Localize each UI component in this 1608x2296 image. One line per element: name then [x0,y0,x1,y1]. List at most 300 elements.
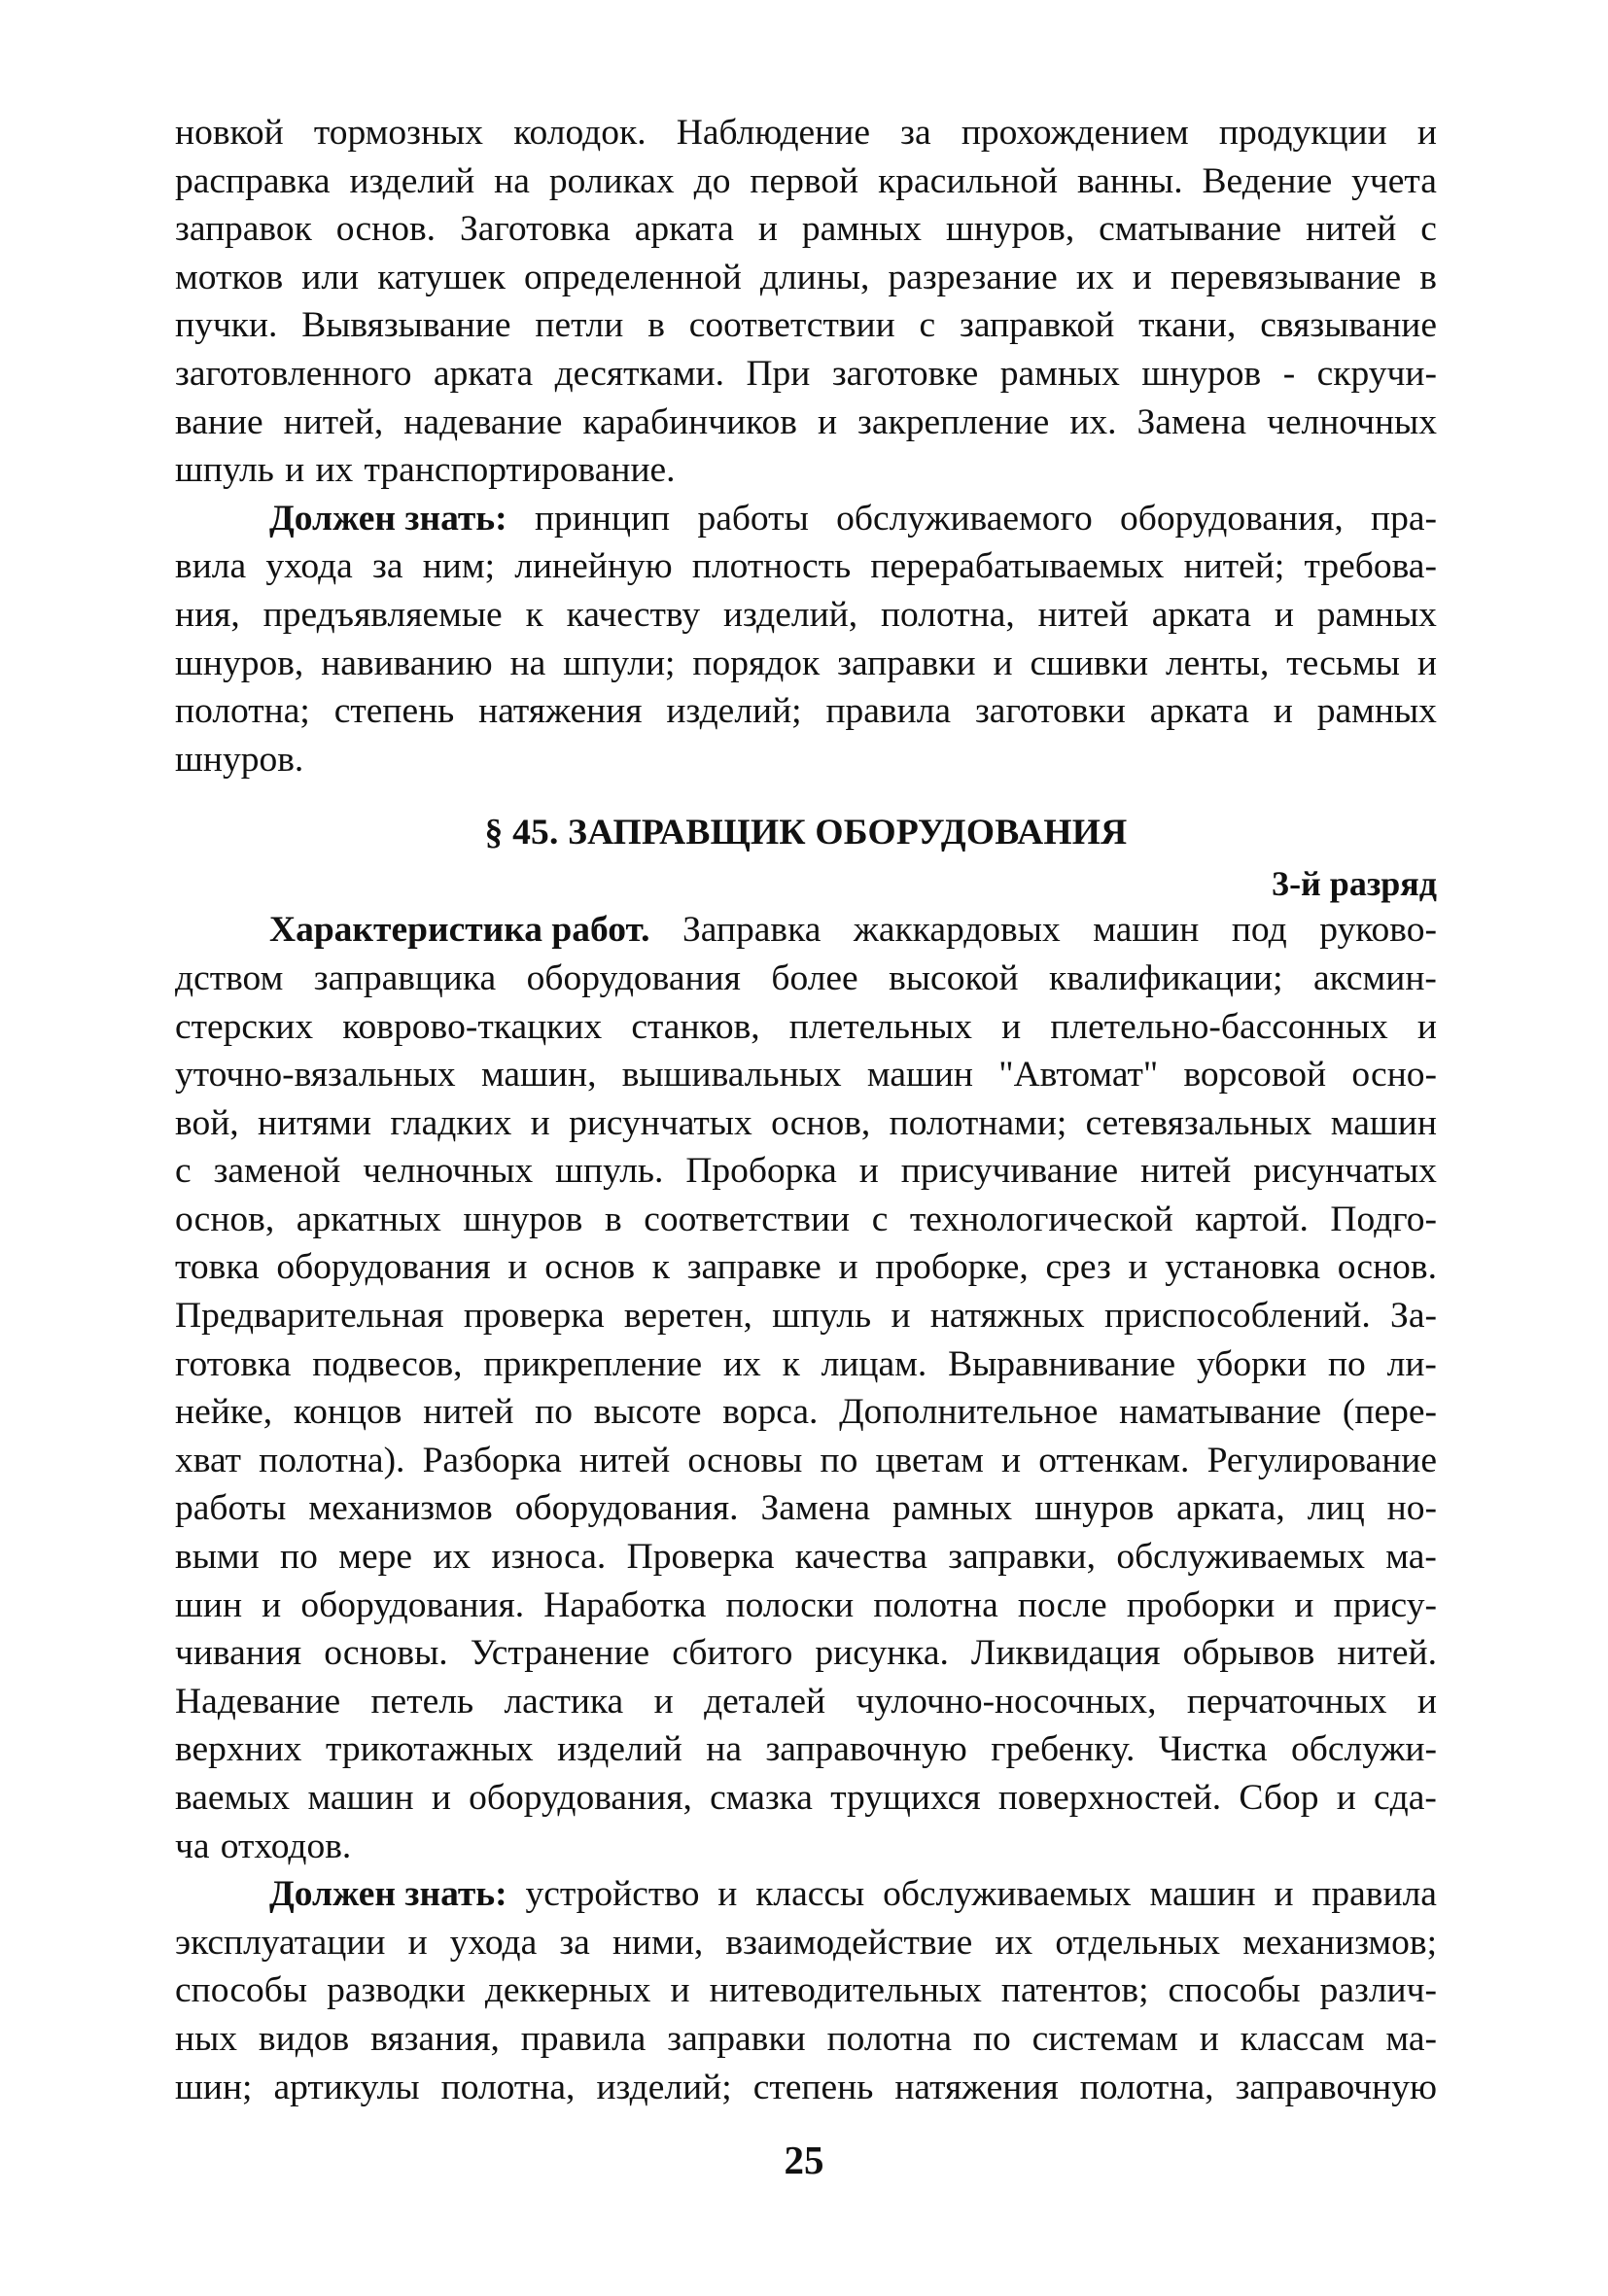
word: новкой [175,113,284,153]
word: полотна; [175,691,310,732]
word: и [1416,643,1437,683]
word: разрезание [888,257,1058,297]
word: с [871,1199,889,1239]
word: гребенку. [991,1729,1136,1770]
word: шин [175,1584,243,1625]
word: надевание [403,401,563,442]
text-line [175,955,1437,1003]
word: взаимодействие [725,1922,973,1963]
word: вязания, [370,2018,500,2059]
word: и [757,209,778,250]
word: ванны. [1077,160,1183,201]
text-line [175,1678,1437,1726]
word: оборудования, [1120,498,1344,539]
word: ваемых [175,1778,291,1818]
word: их [433,1537,472,1578]
word: их [1075,257,1114,297]
text-line [175,1292,1437,1340]
word: хват [175,1440,242,1480]
word: технологической [909,1199,1173,1239]
word: ленты, [1165,643,1270,683]
word: и [530,1102,550,1143]
word: и [1416,1681,1437,1722]
word: перерабатываемых [870,546,1165,587]
word: правила [1311,1874,1437,1915]
word: прикрепление [483,1343,703,1384]
word: рамных [999,353,1120,394]
word: вила [175,546,247,587]
word: "Автомат" [998,1055,1159,1096]
word: оборудования. [300,1584,525,1625]
word: - [1282,353,1296,394]
text-line [175,1823,1437,1871]
word: рисунка. [815,1633,949,1674]
word: натяжных [929,1296,1085,1337]
word: и [431,1778,451,1818]
word: учета [1351,160,1437,201]
text-line [175,1629,1437,1678]
word: полотнами; [889,1102,1067,1143]
must-know-label: Должен знать: [269,1874,507,1915]
word: трикотажных [325,1729,534,1770]
word: проборки [1126,1584,1276,1625]
word: нитей, [283,401,384,442]
word: различ- [1319,1970,1437,2011]
word: основ, [175,1199,275,1239]
word: в [1419,257,1437,297]
word: расправка [175,160,331,201]
word: по [535,1392,573,1433]
word: и [817,401,838,442]
word: вание [175,401,263,442]
word: нитей [1140,1151,1232,1192]
word: в [604,1199,622,1239]
word: За- [1390,1296,1437,1337]
word: Проборка [685,1151,837,1192]
word: высокой [889,957,1019,998]
word: десятками. [554,353,725,394]
word: шпуль [175,450,274,491]
word: Вывязывание [301,305,511,346]
word: принцип [534,498,671,539]
word: прохождением [961,113,1189,153]
word: износа. [491,1537,607,1578]
must-know-paragraph-1 [175,495,1437,784]
word: обслуживаемых [1116,1537,1365,1578]
word: нитей. [1337,1633,1437,1674]
word: шнуров [1141,353,1262,394]
word: Чистка [1158,1729,1268,1770]
word: машин [1093,910,1200,951]
text-line [175,591,1437,640]
word: закрепление [857,401,1050,442]
word: товка [175,1247,260,1288]
word: изделий; [666,691,802,732]
word: на [706,1729,742,1770]
characteristics-label: Характеристика работ. [269,910,650,951]
word: связывание [1260,305,1437,346]
word: шнуров, [945,209,1075,250]
word: уточно-вязальных [175,1055,456,1096]
word: и [891,1296,911,1337]
word: роликах [548,160,675,201]
word: аксмин- [1312,957,1437,998]
word: нитеводительных [709,1970,982,2011]
word: гладких [390,1102,512,1143]
word: работы [175,1488,287,1529]
word: заменой [213,1151,341,1192]
word: полоски [725,1584,855,1625]
text-line [175,301,1437,350]
word: станков, [631,1006,760,1047]
word: после [1017,1584,1107,1625]
word: на [494,160,530,201]
word: и [285,450,305,491]
word: сшивки [1030,643,1149,683]
word: шин; [175,2067,253,2107]
word: пра- [1371,498,1437,539]
word: механизмов [308,1488,493,1529]
word: лицам. [821,1343,927,1384]
text-line [175,1340,1437,1389]
must-know-paragraph-2 [175,1870,1437,2111]
text-line [175,542,1437,591]
paragraph-first-line [175,906,1437,955]
word: транспортирование. [364,450,676,491]
word: полотна, [880,594,1015,635]
text-line [175,736,1437,784]
word: заправочную [1235,2067,1437,2107]
word: машин, [480,1055,597,1096]
text-line [175,1051,1437,1099]
word: до [693,160,731,201]
word: поверхностей. [997,1778,1222,1818]
word: заготовке [831,353,979,394]
word: нитей; [1183,546,1285,587]
word: ним; [422,546,496,587]
section-heading: § 45. ЗАПРАВЩИК ОБОРУДОВАНИЯ [484,813,1128,853]
word: и [1274,1874,1294,1915]
word: и [670,1970,690,2011]
word: полотна, [1079,2067,1214,2107]
word: более [771,957,858,998]
word: Выравнивание [948,1343,1176,1384]
word: основ. [335,209,437,250]
word: и [1128,1247,1148,1288]
word: жаккардовых [853,910,1061,951]
word: чивания [175,1633,302,1674]
word: осно- [1351,1055,1437,1096]
word: высоте [593,1392,702,1433]
word: красильной [878,160,1059,201]
word: качеству [566,594,701,635]
word: и [262,1584,282,1625]
word: в [647,305,665,346]
text-line [175,254,1437,302]
word: уборки [1197,1343,1308,1384]
word: нитей [578,1440,671,1480]
word: ли- [1386,1343,1437,1384]
word: по [280,1537,318,1578]
word: тесьмы [1286,643,1400,683]
word: (пере- [1342,1392,1437,1433]
word: плотность [691,546,852,587]
text-line [175,1437,1437,1485]
word: и [1199,2018,1219,2059]
word: нитей [1037,594,1129,635]
word: полотна [873,1584,998,1625]
word: Замена [1136,401,1247,442]
word: степень [333,691,455,732]
word: линейную [514,546,673,587]
word: Ведение [1202,160,1333,201]
word: на [509,643,546,683]
word: и [1294,1584,1314,1625]
word: машин [307,1778,414,1818]
word: ухода [265,546,353,587]
word: перевязывание [1170,257,1402,297]
text-line [175,399,1437,447]
word: требова- [1304,546,1437,587]
word: заправок [175,209,312,250]
word: соответствии [644,1199,851,1239]
text-line [175,157,1437,206]
word: с [175,1151,192,1192]
grade-label: 3-й разряд [1272,864,1437,904]
word: рамных [1316,594,1437,635]
word: основы [687,1440,803,1480]
word: разводки [327,1970,466,2011]
text-line [175,350,1437,399]
word: вой, [175,1102,239,1143]
word: Дополнительное [839,1392,1099,1433]
word: к [782,1343,800,1384]
word: но- [1386,1488,1437,1529]
word: концов [293,1392,402,1433]
word: по [1327,1343,1366,1384]
must-know-label: Должен знать: [269,498,507,539]
word: проборке, [875,1247,1029,1288]
word: деталей [704,1681,826,1722]
word: Ликвидация [970,1633,1161,1674]
word: обслуживаемых [883,1874,1132,1915]
word: машин [1330,1102,1437,1143]
word: изделий [349,160,475,201]
word: арката [1151,594,1251,635]
word: рисунчатых [1253,1151,1437,1192]
word: за [900,113,931,153]
word: Разборка [422,1440,562,1480]
word: и [1336,1778,1356,1818]
word: системам [1031,2018,1178,2059]
word: При [746,353,811,394]
word: изделий, [722,594,858,635]
text-line [175,1243,1437,1292]
word: оборудования. [514,1488,739,1529]
word: основ, [771,1102,871,1143]
word: их. [1069,401,1117,442]
word: присучивание [900,1151,1119,1192]
word: дством [175,957,284,998]
word: колодок. [513,113,647,153]
word: соответствии [688,305,895,346]
word: обслуживаемого [836,498,1093,539]
text-line [175,446,1437,495]
word: шнуров [1034,1488,1155,1529]
word: карабинчиков [582,401,797,442]
word: квалификации; [1049,957,1283,998]
word: и [1273,691,1293,732]
word: катушек [377,257,506,297]
word: наматывание [1119,1392,1322,1433]
word: ними, [612,1922,704,1963]
word: рамных [892,1488,1013,1529]
word: основы. [324,1633,448,1674]
text-line [175,1484,1437,1533]
word: рамных [1316,691,1437,732]
word: и [1416,1006,1437,1047]
text-line [175,1147,1437,1196]
word: машин [866,1055,973,1096]
word: проверка [463,1296,605,1337]
word: продукции [1218,113,1387,153]
word: выми [175,1537,260,1578]
word: сетевязальных [1085,1102,1312,1143]
word: к [651,1247,670,1288]
word: рамных [801,209,922,250]
word: прису- [1333,1584,1437,1625]
word: лиц [1307,1488,1365,1529]
word: плетельных [788,1006,973,1047]
text-line [175,687,1437,736]
word: оттенкам. [1038,1440,1190,1480]
word: стерских [175,1006,314,1047]
word: и [1001,1006,1022,1047]
word: картой. [1195,1199,1309,1239]
word: машин [1149,1874,1256,1915]
word: за [372,546,403,587]
word: навиванию [321,643,493,683]
word: петель [370,1681,474,1722]
word: заправки [837,643,976,683]
word: веретен, [623,1296,752,1337]
word: нитей [423,1392,514,1433]
word: полотна, [440,2067,576,2107]
word: нитей [1306,209,1397,250]
word: нейке, [175,1392,273,1433]
word: срез [1045,1247,1111,1288]
word: ворсовой [1183,1055,1327,1096]
word: правила [825,691,952,732]
word: смазка [710,1778,813,1818]
word: ухода [449,1922,538,1963]
paragraph-first-line [175,1870,1437,1919]
word: натяжения [894,2067,1059,2107]
word: нитями [257,1102,372,1143]
word: ма- [1385,2018,1437,2059]
word: устройство [525,1874,700,1915]
word: деккерных [484,1970,651,2011]
word: пучки. [175,305,278,346]
word: и [838,1247,858,1288]
word: классы [755,1874,865,1915]
word: заправочную [765,1729,967,1770]
word: Регулирование [1206,1440,1437,1480]
word: классам [1240,2018,1365,2059]
word: отходов. [220,1826,352,1866]
word: определенной [524,257,742,297]
characteristics-paragraph [175,906,1437,1870]
text-line [175,205,1437,254]
word: приспособлений. [1103,1296,1371,1337]
text-line [175,2015,1437,2064]
word: порядок [692,643,821,683]
word: чулочно-носочных, [856,1681,1157,1722]
word: заправки [667,2018,806,2059]
word: ворса. [722,1392,819,1433]
text-line [175,1582,1437,1630]
word: ткани, [1138,305,1237,346]
word: и [1416,113,1437,153]
word: с [1420,209,1437,250]
word: сматывание [1099,209,1282,250]
word: предъявляемые [262,594,503,635]
word: челночных [1267,401,1437,442]
word: их [315,450,354,491]
word: основ [544,1247,636,1288]
word: артикулы [273,2067,420,2107]
word: скручи- [1316,353,1437,394]
word: Заправка [682,910,821,951]
word: правила [520,2018,647,2059]
word: и [1274,594,1294,635]
word: Предварительная [175,1296,444,1337]
word: ния, [175,594,240,635]
word: полотна). [259,1440,405,1480]
word: за [559,1922,590,1963]
word: первой [750,160,859,201]
text-line [175,640,1437,688]
word: и [1001,1440,1022,1480]
word: заготовленного [175,353,412,394]
word: Сбор [1239,1778,1319,1818]
word: Подго- [1330,1199,1437,1239]
word: шнуров [463,1199,583,1239]
continuation-paragraph [175,109,1437,495]
word: Надевание [175,1681,341,1722]
word: натяжения [478,691,643,732]
word: мере [338,1537,412,1578]
word: шпуль. [555,1151,664,1192]
word: арката [433,353,534,394]
word: оборудования [526,957,741,998]
word: степень [752,2067,874,2107]
word: цветам [875,1440,984,1480]
text-line [175,1388,1437,1437]
word: по [820,1440,858,1480]
word: обрывов [1182,1633,1315,1674]
word: Наработка [543,1584,707,1625]
word: заготовки [974,691,1126,732]
word: перчаточных [1186,1681,1387,1722]
word: установка [1165,1247,1321,1288]
word: видов [258,2018,350,2059]
word: заправщика [313,957,497,998]
word: полотна [826,2018,952,2059]
word: заправки, [948,1537,1096,1578]
word: арката [1149,691,1249,732]
word: и [858,1151,879,1192]
